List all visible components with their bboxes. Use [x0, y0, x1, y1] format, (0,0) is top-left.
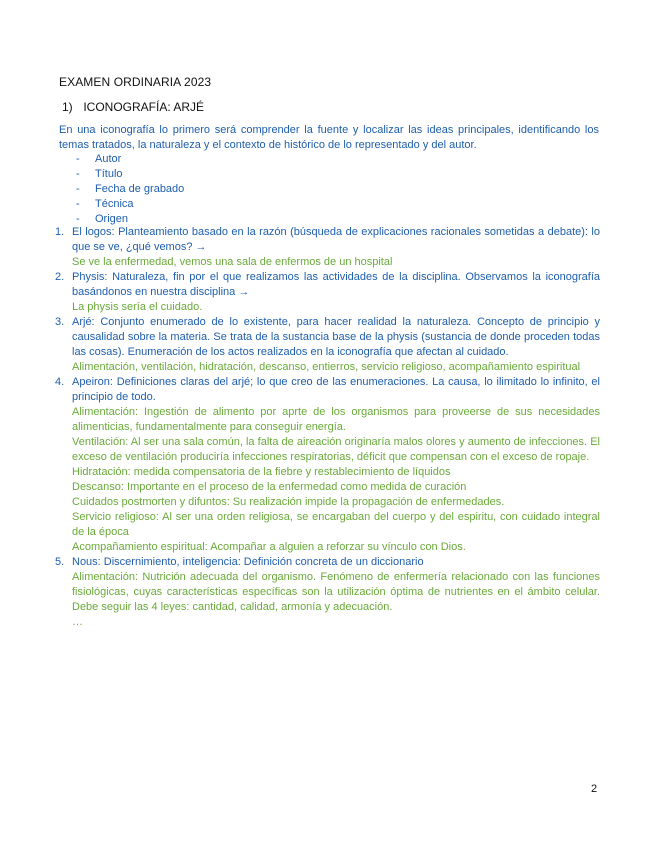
- item-note: Descanso: Importante en el proceso de la enfermedad como medida de curación: [72, 481, 467, 493]
- list-item: - Título: [76, 168, 123, 180]
- item-number: 1.: [55, 226, 65, 238]
- item-note: Alimentación, ventilación, hidratación, descanso, entierros, servicio religioso, acompañamiento espiritual: [72, 361, 581, 373]
- item-note: Cuidados postmorten y difuntos: Su realización impide la propagación de enfermedades.: [72, 496, 505, 508]
- item-note: Alimentación: Nutrición adecuada del organismo. Fenómeno de enfermería relacionado con las funciones fisiológicas, cuyas características específicas son la utilización óptima de nutrientes en el ámbito celular. Debe seguir las 4 leyes: cantidad, calidad, armonía y adecuación.: [72, 571, 600, 613]
- item-heading: Nous: Discernimiento, inteligencia: Definición concreta de un diccionario: [72, 556, 424, 568]
- numbered-list: [55, 225, 600, 630]
- item-number: 3.: [55, 316, 65, 328]
- item-note: Ventilación: Al ser una sala común, la falta de aireación originaría malos olores y aumento de infecciones. El exceso de ventilación produciría infecciones respiratorias, déficit que compensan con el exceso de ropaje.: [72, 436, 600, 463]
- item-heading: Arjé: Conjunto enumerado de lo existente, para hacer realidad la naturaleza. Concepto de principio y causalidad sobre la materia. Se trata de la sustancia base de la physis (sustancia de donde proceden todas las cosas). Enumeración de los actos realizados en la iconografía que afectan al cuidado.: [72, 316, 600, 358]
- item-arje: [55, 315, 600, 375]
- intro-paragraph: En una iconografía lo primero será comprender la fuente y localizar las ideas principales, identificando los temas tratados, la naturaleza y el contexto de histórico de lo representado y del autor.: [59, 124, 599, 151]
- item-note: Hidratación: medida compensatoria de la fiebre y restablecimiento de líquidos: [72, 466, 451, 478]
- item-number: 5.: [55, 556, 65, 568]
- item-logos: [55, 225, 600, 270]
- ellipsis: …: [72, 616, 83, 628]
- item-note: Alimentación: Ingestión de alimento por aprte de los organismos para proveerse de sus necesidades alimenticias, fundamentalmente para conseguir energía.: [72, 406, 600, 433]
- list-item: - Fecha de grabado: [76, 183, 185, 195]
- item-heading: El logos: Planteamiento basado en la razón (búsqueda de explicaciones racionales sometidas a debate): lo que se ve, ¿qué vemos? →: [72, 226, 600, 253]
- section-heading: [62, 100, 204, 114]
- list-item: - Origen: [76, 213, 129, 225]
- exam-title: EXAMEN ORDINARIA 2023: [59, 75, 212, 89]
- section-title: ICONOGRAFÍA: ARJÉ: [83, 100, 205, 114]
- criteria-list: [76, 152, 184, 227]
- item-physis: [55, 270, 600, 315]
- item-note: Acompañamiento espiritual: Acompañar a alguien a reforzar su vínculo con Dios.: [72, 541, 466, 553]
- section-number: 1): [62, 100, 73, 114]
- item-heading: Physis: Naturaleza, fin por el que realizamos las actividades de la disciplina. Observamos la iconografía basándonos en nuestra disciplina →: [72, 271, 600, 298]
- item-number: 4.: [55, 376, 65, 388]
- item-heading: Apeiron: Definiciones claras del arjé; lo que creo de las enumeraciones. La causa, lo ilimitado lo infinito, el principio de todo.: [72, 376, 600, 403]
- item-nous: [55, 555, 600, 630]
- item-apeiron: [55, 375, 600, 555]
- item-note: Se ve la enfermedad, vemos una sala de enfermos de un hospital: [72, 256, 393, 268]
- list-item: - Autor: [76, 153, 122, 165]
- item-note: La physis sería el cuidado.: [72, 301, 203, 313]
- page-number: 2: [591, 783, 598, 795]
- item-number: 2.: [55, 271, 65, 283]
- list-item: - Técnica: [76, 198, 134, 210]
- item-note: Servicio religioso: Al ser una orden religiosa, se encargaban del cuerpo y del espiritu, con cuidado integral de la época: [72, 511, 600, 538]
